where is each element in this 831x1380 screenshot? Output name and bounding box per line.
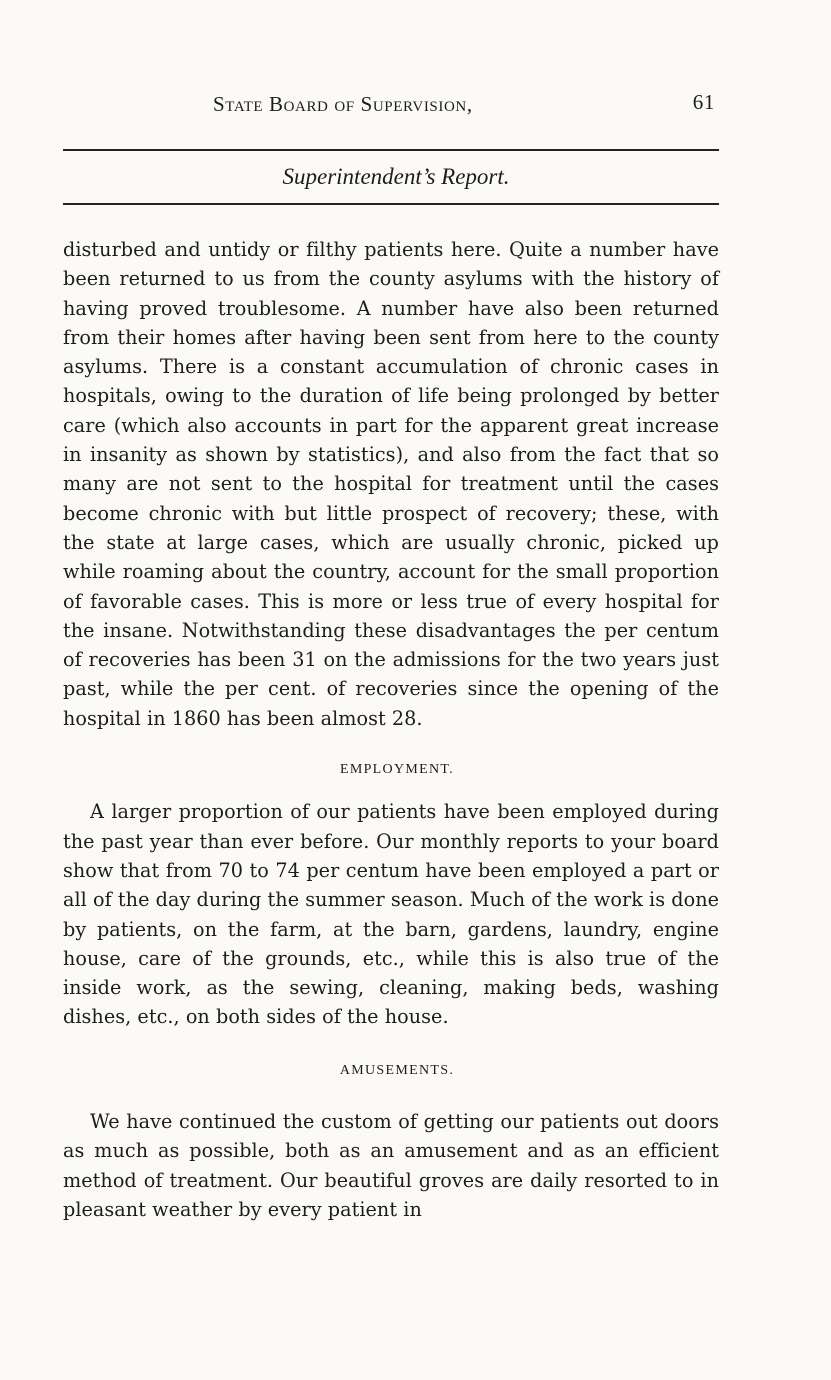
page-number: 61 — [692, 90, 715, 114]
running-title: State Board of Supervision, — [213, 92, 473, 116]
employment-heading: EMPLOYMENT. — [340, 762, 454, 778]
report-subtitle: Superintendent’s Report. — [282, 164, 510, 189]
amusements-paragraph: We have continued the custom of getting our patients out doors as much as possible, both as an amusement and as an efficient method of treatment. Our beautiful groves are daily resorted to in pleasant weather by every patient in — [63, 1110, 719, 1221]
running-head — [63, 86, 719, 122]
continued-paragraph: disturbed and untidy or filthy patients here. Quite a number have been returned to us from the county asylums with the history of having proved troublesome. A number have also been returned from their homes after having been sent from here to the county asylums. There is a constant accumulation of chronic cases in hospitals, owing to the duration of life being prolonged by better care (which also accounts in part for the apparent great increase in insanity as shown by statistics), and also from the fact that so many are not sent to the hospital for treatment until the cases become chronic with but little prospect of recovery; these, with the state at large cases, which are usually chronic, picked up while roaming about the country, account for the small proportion of favorable cases. This is more or less true of every hospital for the insane. Notwithstanding these disadvantages the per centum of recoveries has been 31 on the admissions for the two years just past, while the per cent. of recoveries since the opening of the hospital in 1860 has been almost 28. — [63, 238, 719, 730]
employment-paragraph: A larger proportion of our patients have been employed during the past year than ever before. Our monthly reports to your board show that from 70 to 74 per centum have been employed a part or all of the day during the summer season. Much of the work is done by patients, on the farm, at the barn, gardens, laundry, engine house, care of the grounds, etc., while this is also true of the inside work, as the sewing, cleaning, making beds, washing dishes, etc., on both sides of the house. — [63, 800, 720, 1029]
body-text — [63, 235, 719, 1224]
book-page — [63, 86, 719, 1224]
header-rule-bottom — [63, 203, 719, 205]
amusements-heading: AMUSEMENTS. — [339, 1062, 455, 1078]
